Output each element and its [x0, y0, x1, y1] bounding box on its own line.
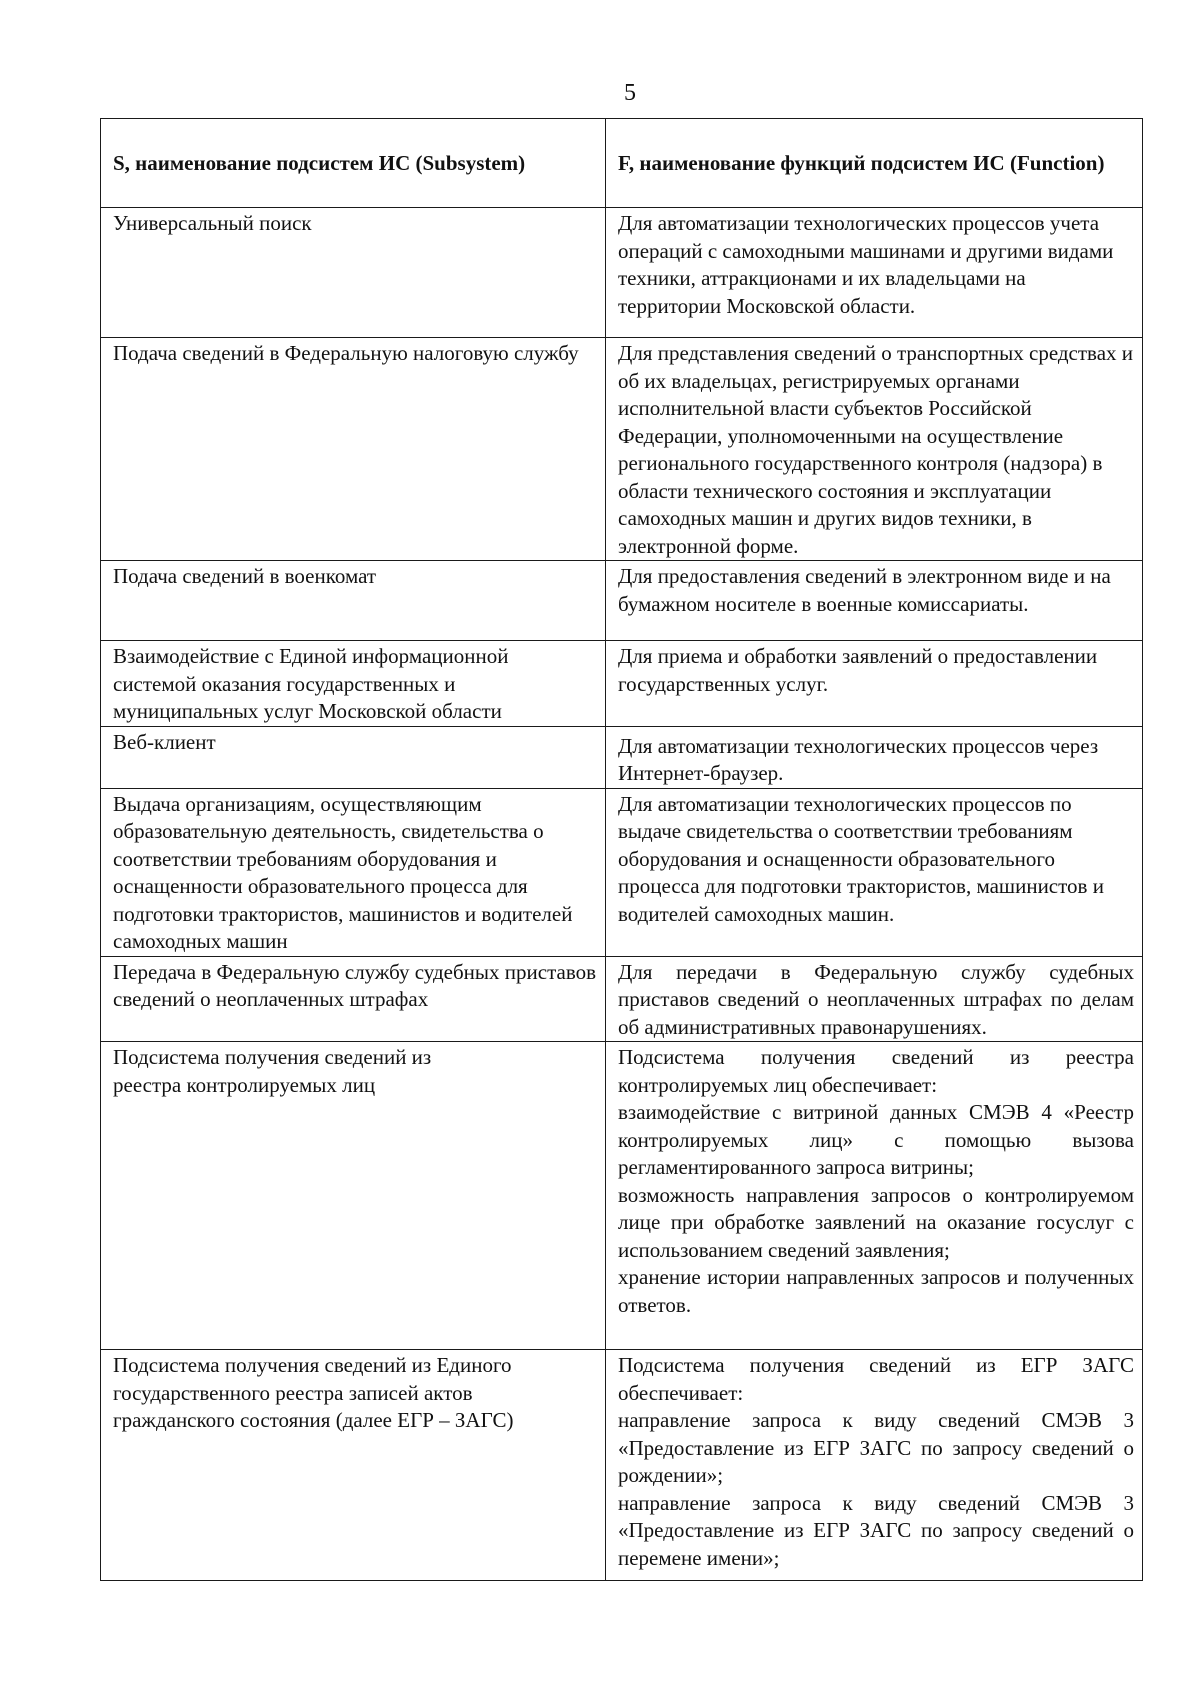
table-header-row [101, 119, 1143, 208]
subsystem-cell: Подсистема получения сведений из Единого государственного реестра записей актов гражданского состояния (далее ЕГР – ЗАГС) [101, 1350, 606, 1581]
function-cell: Для передачи в Федеральную службу судебных приставов сведений о неоплаченных штрафах по делам об административных правонарушениях. [606, 956, 1143, 1042]
table-row [101, 1042, 1143, 1350]
function-cell [606, 1042, 1143, 1350]
function-line: Подсистема получения сведений из реестра контролируемых лиц обеспечивает: [618, 1045, 1134, 1097]
subsystem-cell: Взаимодействие с Единой информационной системой оказания государственных и муниципальных услуг Московской области [101, 641, 606, 727]
table-row [101, 788, 1143, 956]
table-row [101, 338, 1143, 561]
function-cell: Для автоматизации технологических процессов учета операций с самоходными машинами и другими видами техники, аттракционами и их владельцами на территории Московской области. [606, 208, 1143, 338]
function-line: Подсистема получения сведений из ЕГР ЗАГС обеспечивает: [618, 1353, 1134, 1405]
function-cell: Для автоматизации технологических процессов по выдаче свидетельства о соответствии требованиям оборудования и оснащенности образовательного процесса для подготовки трактористов, машинистов и водителей самоходных машин. [606, 788, 1143, 956]
function-line: направление запроса к виду сведений СМЭВ 3 «Предоставление из ЕГР ЗАГС по запросу сведений о перемене имени»; [618, 1490, 1134, 1570]
page-number: 5 [624, 80, 636, 106]
function-cell: Для представления сведений о транспортных средствах и об их владельцах, регистрируемых органами исполнительной власти субъектов Российской Федерации, уполномоченными на осуществление регионального государственного контроля (надзора) в области технического состояния и эксплуатации самоходных машин и других видов техники, в электронной форме. [606, 338, 1143, 561]
function-line: направление запроса к виду сведений СМЭВ 3 «Предоставление из ЕГР ЗАГС по запросу сведений о рождении»; [618, 1408, 1134, 1487]
function-cell: Для предоставления сведений в электронном виде и на бумажном носителе в военные комиссариаты. [606, 561, 1143, 641]
subsystem-cell: Подача сведений в военкомат [101, 561, 606, 641]
subsystem-cell: Передача в Федеральную службу судебных приставов сведений о неоплаченных штрафах [101, 956, 606, 1042]
table-row [101, 208, 1143, 338]
function-line: возможность направления запросов о контролируемом лице при обработке заявлений на оказание госуслуг с использованием сведений заявления; [618, 1182, 1134, 1262]
subsystem-cell: Подсистема получения сведений из реестра контролируемых лиц [101, 1042, 606, 1350]
header-subsystem: S, наименование подсистем ИС (Subsystem) [101, 119, 606, 208]
function-line: взаимодействие с витриной данных СМЭВ 4 «Реестр контролируемых лиц» с помощью вызова регламентированного запроса витрины; [618, 1100, 1134, 1179]
function-cell: Для автоматизации технологических процессов через Интернет-браузер. [606, 726, 1143, 788]
table-row [101, 956, 1143, 1042]
table-row [101, 726, 1143, 788]
function-cell [606, 1350, 1143, 1581]
subsystem-cell: Универсальный поиск [101, 208, 606, 338]
subsystem-function-table [100, 118, 1143, 1581]
subsystem-cell: Подача сведений в Федеральную налоговую службу [101, 338, 606, 561]
header-function: F, наименование функций подсистем ИС (Function) [606, 119, 1143, 208]
table-row [101, 561, 1143, 641]
subsystem-cell: Веб-клиент [101, 726, 606, 788]
function-cell: Для приема и обработки заявлений о предоставлении государственных услуг. [606, 641, 1143, 727]
function-line: хранение истории направленных запросов и полученных ответов. [618, 1265, 1134, 1317]
table-row [101, 1350, 1143, 1581]
subsystem-cell: Выдача организациям, осуществляющим образовательную деятельность, свидетельства о соответствии требованиям оборудования и оснащенности образовательного процесса для подготовки трактористов, машинистов и водителей самоходных машин [101, 788, 606, 956]
table-row [101, 641, 1143, 727]
